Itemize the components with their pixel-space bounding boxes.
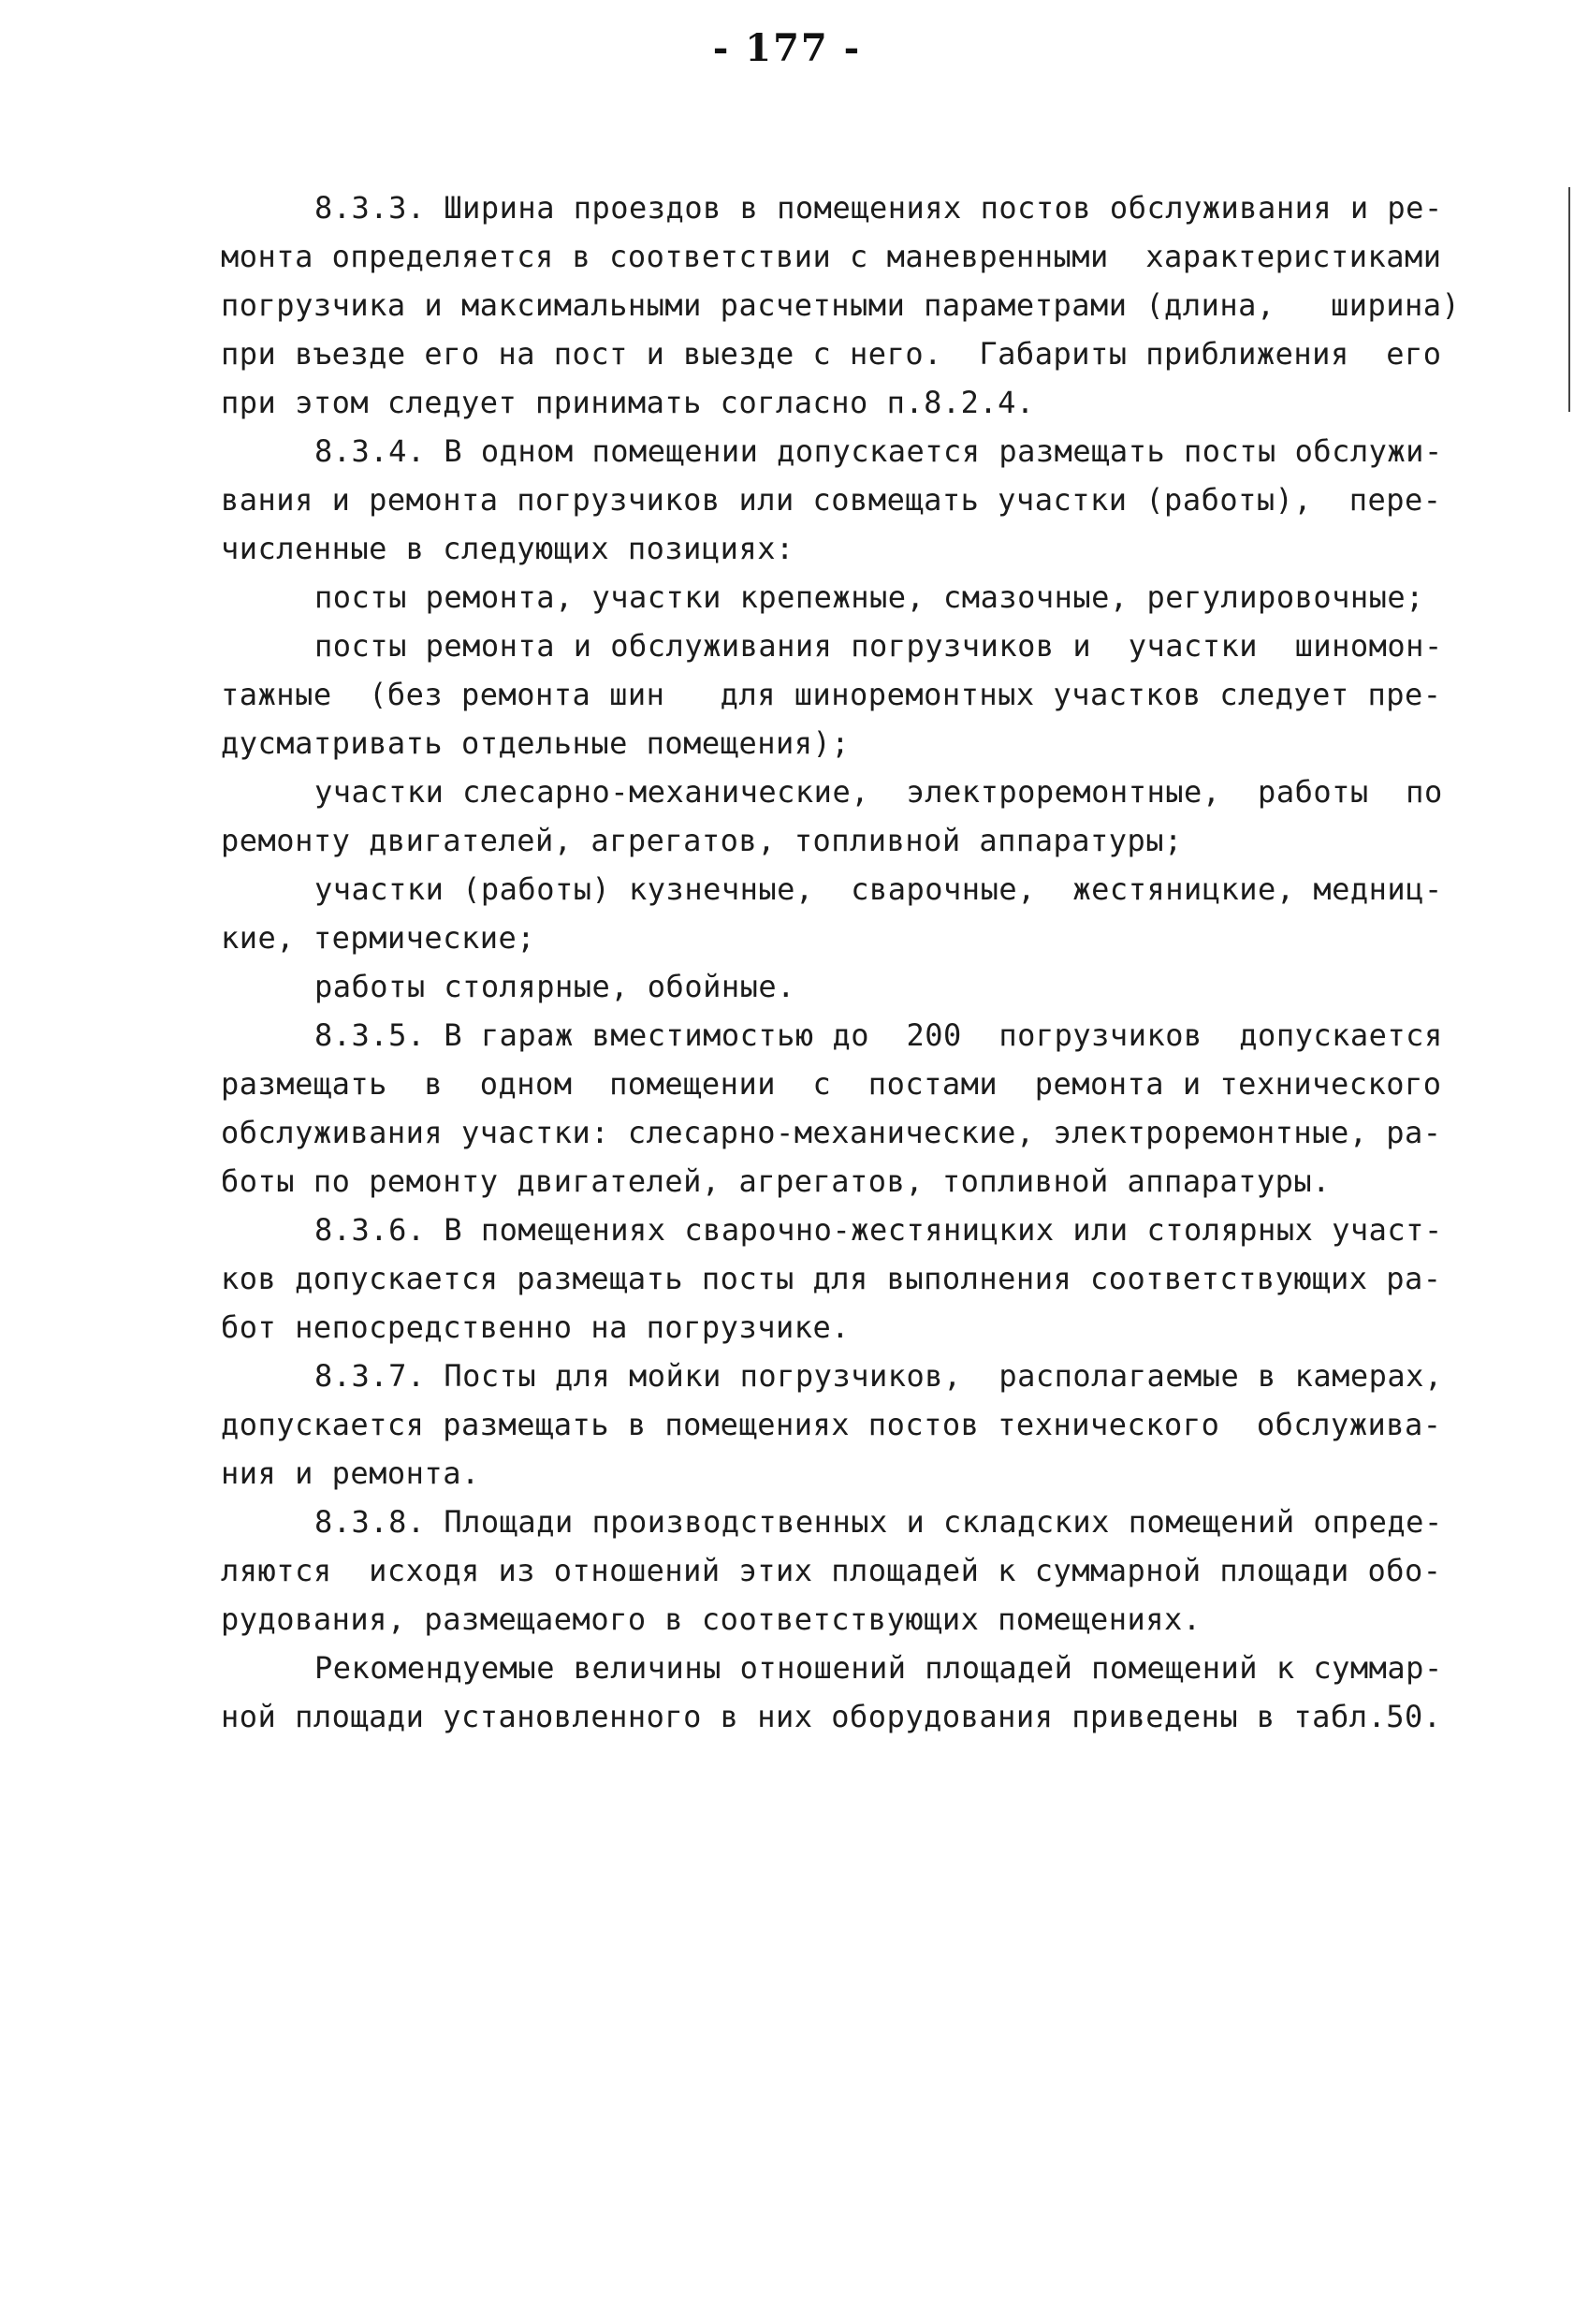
body-text: [221, 183, 1475, 1741]
paragraph-8-3-8-line: 8.3.8. Площади производственных и складских помещений опреде-: [314, 1504, 1443, 1540]
paragraph-8-3-7-line: 8.3.7. Посты для мойки погрузчиков, располагаемые в камерах,: [314, 1358, 1443, 1394]
text-line: ляются исходя из отношений этих площадей к суммарной площади обо-: [221, 1553, 1442, 1588]
text-line: ремонту двигателей, агрегатов, топливной аппаратуры;: [221, 823, 1183, 858]
page-number: - 177 -: [712, 26, 862, 70]
text-line: численные в следующих позициях:: [221, 531, 794, 566]
text-line: ния и ремонта.: [221, 1455, 480, 1491]
list-item-line: участки слесарно-механические, электроремонтные, работы по: [314, 774, 1443, 810]
text-line: обслуживания участки: слесарно-механические, электроремонтные, ра-: [221, 1115, 1442, 1150]
paragraph-8-3-6-line: 8.3.6. В помещениях сварочно-жестяницких или столярных участ-: [314, 1212, 1443, 1248]
text-line: ков допускается размещать посты для выполнения соответствующих ра-: [221, 1261, 1442, 1296]
list-item-line: посты ремонта, участки крепежные, смазочные, регулировочные;: [314, 579, 1424, 615]
paragraph-8-3-3-line: 8.3.3. Ширина проездов в помещениях постов обслуживания и ре-: [314, 190, 1443, 226]
text-line: боты по ремонту двигателей, агрегатов, топливной аппаратуры.: [221, 1163, 1331, 1199]
list-item-line: посты ремонта и обслуживания погрузчиков и участки шиномон-: [314, 628, 1443, 664]
text-line: при въезде его на пост и выезде с него. Габариты приближения его: [221, 336, 1442, 372]
text-line: рудования, размещаемого в соответствующих помещениях.: [221, 1601, 1202, 1637]
paragraph-recommendation-line: Рекомендуемые величины отношений площадей помещений к суммар-: [314, 1650, 1443, 1686]
paragraph-8-3-4-line: 8.3.4. В одном помещении допускается размещать посты обслужи-: [314, 433, 1443, 469]
scan-edge-mark: [1568, 187, 1570, 412]
list-item-line: участки (работы) кузнечные, сварочные, жестяницкие, медниц-: [314, 871, 1443, 907]
text-line: размещать в одном помещении с постами ремонта и технического: [221, 1066, 1442, 1102]
paragraph-8-3-5-line: 8.3.5. В гараж вместимостью до 200 погрузчиков допускается: [314, 1017, 1443, 1053]
text-line: погрузчика и максимальными расчетными параметрами (длина, ширина): [221, 287, 1461, 323]
text-line: кие, термические;: [221, 920, 536, 956]
text-line: ной площади установленного в них оборудования приведены в табл.50.: [221, 1699, 1442, 1734]
text-line: при этом следует принимать согласно п.8.2.4.: [221, 385, 1035, 420]
text-line: дусматривать отдельные помещения);: [221, 725, 851, 761]
text-line: бот непосредственно на погрузчике.: [221, 1309, 851, 1345]
text-line: монта определяется в соответствии с маневренными характеристиками: [221, 239, 1442, 274]
list-item-line: работы столярные, обойные.: [314, 969, 795, 1004]
text-line: допускается размещать в помещениях постов технического обслужива-: [221, 1407, 1442, 1442]
text-line: тажные (без ремонта шин для шиноремонтных участков следует пре-: [221, 677, 1442, 712]
text-line: вания и ремонта погрузчиков или совмещать участки (работы), пере-: [221, 482, 1442, 518]
